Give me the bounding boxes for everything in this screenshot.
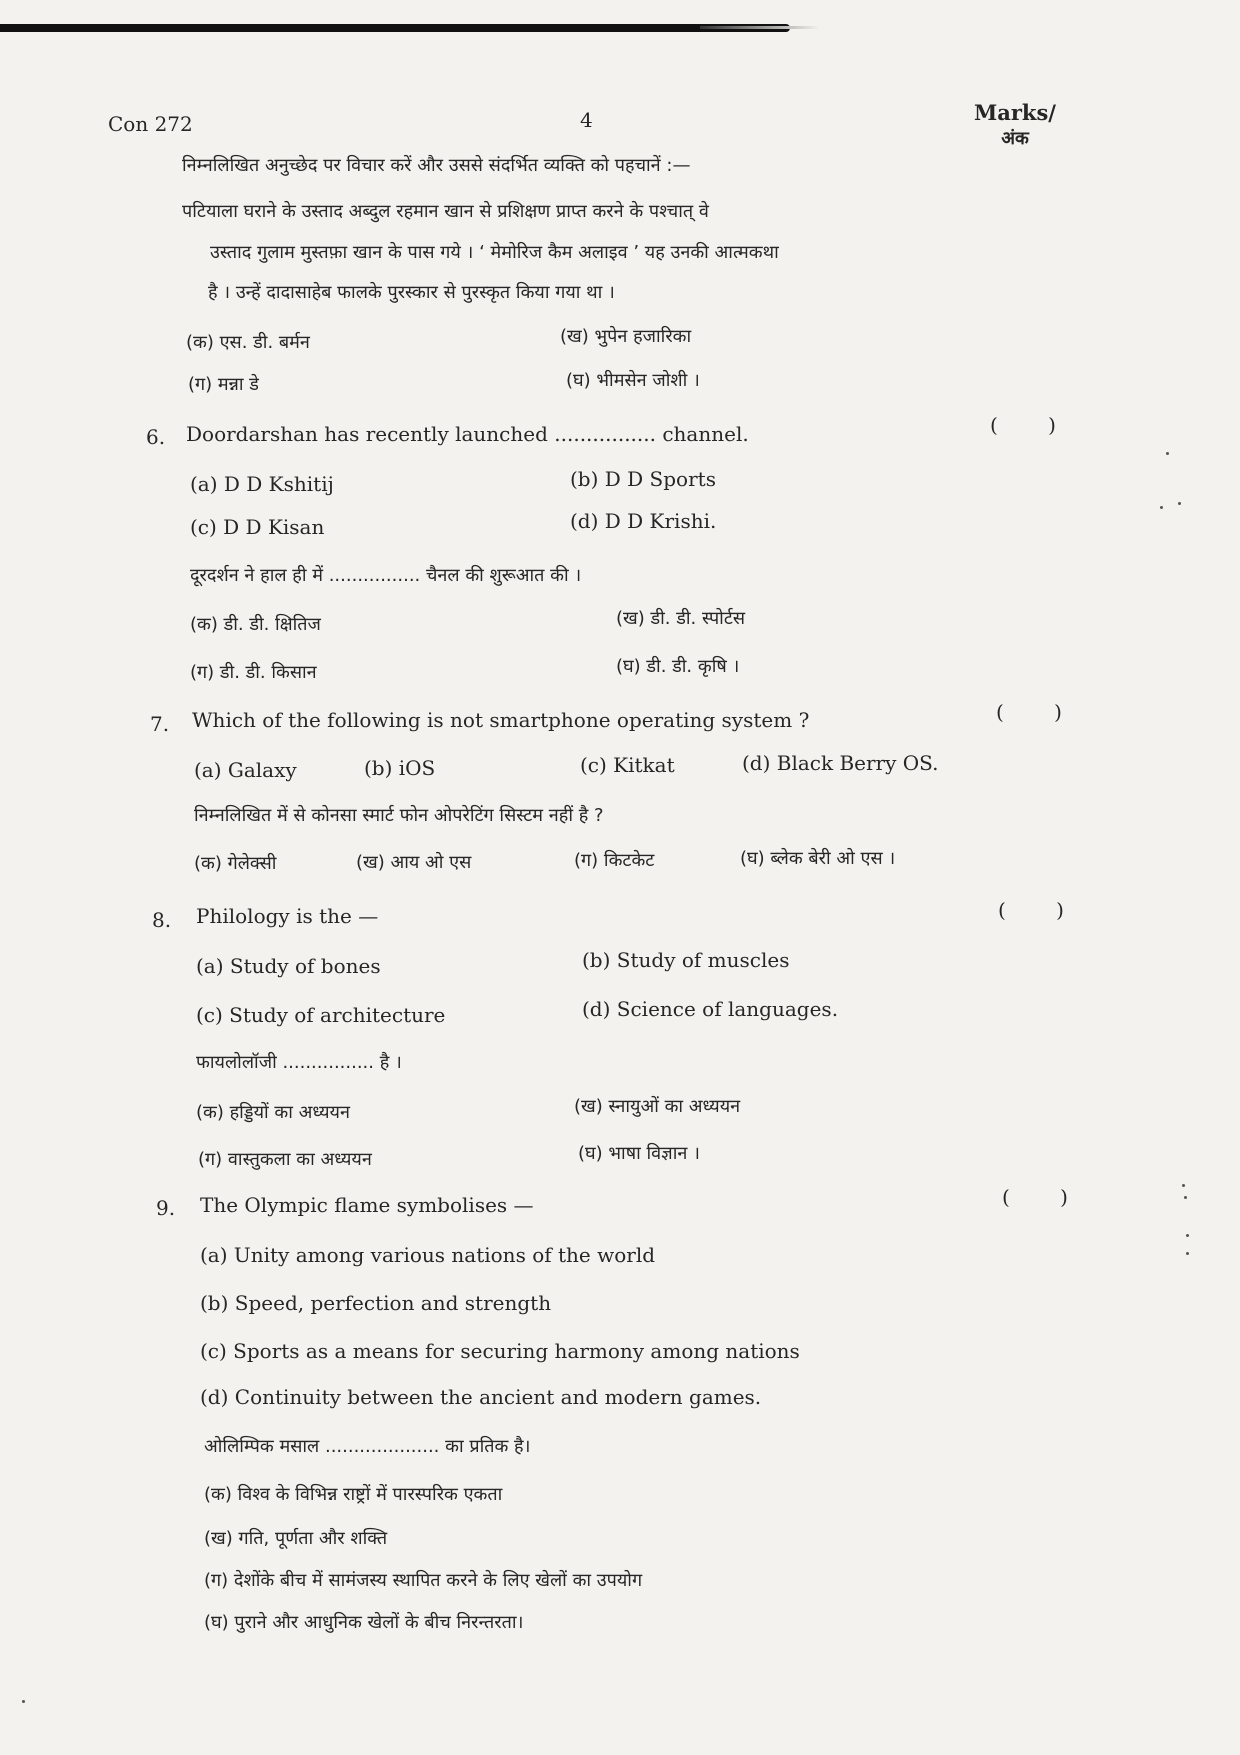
q8-option-ga: (ग) वास्तुकला का अध्ययन <box>198 1149 372 1170</box>
q7-number: 7. <box>150 712 170 736</box>
q9-option-c: (c) Sports as a means for securing harmony among nations <box>200 1339 800 1363</box>
q6-text: Doordarshan has recently launched ................ channel. <box>186 422 749 446</box>
q8-option-kha: (ख) स्नायुओं का अध्ययन <box>574 1096 741 1117</box>
q5-para-line-2: उस्ताद गुलाम मुस्तफ़ा खान के पास गये । ‘ मेमोरिज कैम अलाइव ’ यह उनकी आत्मकथा <box>210 242 779 263</box>
q6-number: 6. <box>146 425 166 449</box>
q8-marks-box: ( ) <box>998 898 1086 922</box>
q7-option-d: (d) Black Berry OS. <box>742 751 939 775</box>
q5-para-line-3: है । उन्हें दादासाहेब फालके पुरस्कार से पुरस्कृत किया गया था । <box>208 282 615 303</box>
scan-speck <box>1160 506 1163 509</box>
top-border-bar <box>0 24 790 32</box>
q8-number: 8. <box>152 908 172 932</box>
q8-text: Philology is the — <box>196 904 379 928</box>
q6-text-hi: दूरदर्शन ने हाल ही में ................ चैनल की शुरूआत की । <box>190 565 582 586</box>
paper-code: Con 272 <box>108 112 193 136</box>
q6-marks-box: ( ) <box>990 413 1078 437</box>
q8-option-a: (a) Study of bones <box>196 954 381 978</box>
q6-option-kha: (ख) डी. डी. स्पोर्टस <box>616 608 746 629</box>
q9-option-a: (a) Unity among various nations of the world <box>200 1243 656 1267</box>
q9-option-ga: (ग) देशोंके बीच में सामंजस्य स्थापित करने के लिए खेलों का उपयोग <box>204 1570 643 1591</box>
q7-option-ga: (ग) किटकेट <box>574 850 655 871</box>
q9-text-hi: ओलिम्पिक मसाल .................... का प्रतिक है। <box>204 1436 531 1457</box>
q7-option-b: (b) iOS <box>364 756 436 780</box>
q9-option-kha: (ख) गति, पूर्णता और शक्ति <box>204 1528 388 1549</box>
q6-option-ga: (ग) डी. डी. किसान <box>190 662 317 683</box>
q5-option-kha: (ख) भुपेन हजारिका <box>560 326 692 347</box>
scan-speck <box>1182 1184 1185 1187</box>
scan-speck <box>1166 452 1169 455</box>
q6-option-a: (a) D D Kshitij <box>190 472 334 496</box>
q8-text-hi: फायलोलॉजी ................ है । <box>196 1052 402 1073</box>
scan-speck <box>1186 1252 1189 1255</box>
q9-marks-box: ( ) <box>1002 1185 1090 1209</box>
q7-text-hi: निम्नलिखित में से कोनसा स्मार्ट फोन ओपरेटिंग सिस्टम नहीं है ? <box>194 805 604 826</box>
q9-option-ka: (क) विश्व के विभिन्न राष्ट्रों में पारस्परिक एकता <box>204 1484 503 1505</box>
q7-option-a: (a) Galaxy <box>194 758 297 782</box>
q5-option-ka: (क) एस. डी. बर्मन <box>186 332 310 353</box>
q9-text: The Olympic flame symbolises — <box>200 1193 534 1217</box>
q5-para-line-1: पटियाला घराने के उस्ताद अब्दुल रहमान खान से प्रशिक्षण प्राप्त करने के पश्चात् वे <box>182 201 709 222</box>
q7-option-kha: (ख) आय ओ एस <box>356 852 472 873</box>
q5-option-gha: (घ) भीमसेन जोशी । <box>566 370 700 391</box>
q9-option-d: (d) Continuity between the ancient and modern games. <box>200 1385 762 1409</box>
top-border-fade <box>700 26 820 29</box>
scan-speck <box>1178 502 1181 505</box>
page-number: 4 <box>580 108 593 132</box>
q7-option-gha: (घ) ब्लेक बेरी ओ एस । <box>740 848 896 869</box>
scan-speck <box>1186 1234 1189 1237</box>
q8-option-ka: (क) हड्डियों का अध्ययन <box>196 1102 350 1123</box>
marks-label-en: Marks/ <box>974 100 1056 125</box>
q6-option-gha: (घ) डी. डी. कृषि । <box>616 656 740 677</box>
scan-speck <box>1184 1196 1187 1199</box>
q9-number: 9. <box>156 1196 176 1220</box>
q9-option-b: (b) Speed, perfection and strength <box>200 1291 552 1315</box>
marks-label-hi: अंक <box>1001 128 1029 149</box>
q8-option-b: (b) Study of muscles <box>582 948 790 972</box>
scan-speck <box>22 1700 25 1703</box>
q5-instruction: निम्नलिखित अनुच्छेद पर विचार करें और उससे संदर्भित व्यक्ति को पहचानें :— <box>182 155 691 176</box>
q7-option-ka: (क) गेलेक्सी <box>194 853 277 874</box>
q8-option-gha: (घ) भाषा विज्ञान । <box>578 1143 700 1164</box>
q6-option-c: (c) D D Kisan <box>190 515 325 539</box>
q7-option-c: (c) Kitkat <box>580 753 675 777</box>
q7-text: Which of the following is not smartphone operating system ? <box>192 708 810 732</box>
q6-option-ka: (क) डी. डी. क्षितिज <box>190 614 321 635</box>
q6-option-b: (b) D D Sports <box>570 467 716 491</box>
q8-option-c: (c) Study of architecture <box>196 1003 446 1027</box>
q9-option-gha: (घ) पुराने और आधुनिक खेलों के बीच निरन्तरता। <box>204 1612 524 1633</box>
q8-option-d: (d) Science of languages. <box>582 997 839 1021</box>
q6-option-d: (d) D D Krishi. <box>570 509 717 533</box>
q7-marks-box: ( ) <box>996 700 1084 724</box>
marks-heading <box>974 100 1056 152</box>
q5-option-ga: (ग) मन्ना डे <box>188 374 259 395</box>
